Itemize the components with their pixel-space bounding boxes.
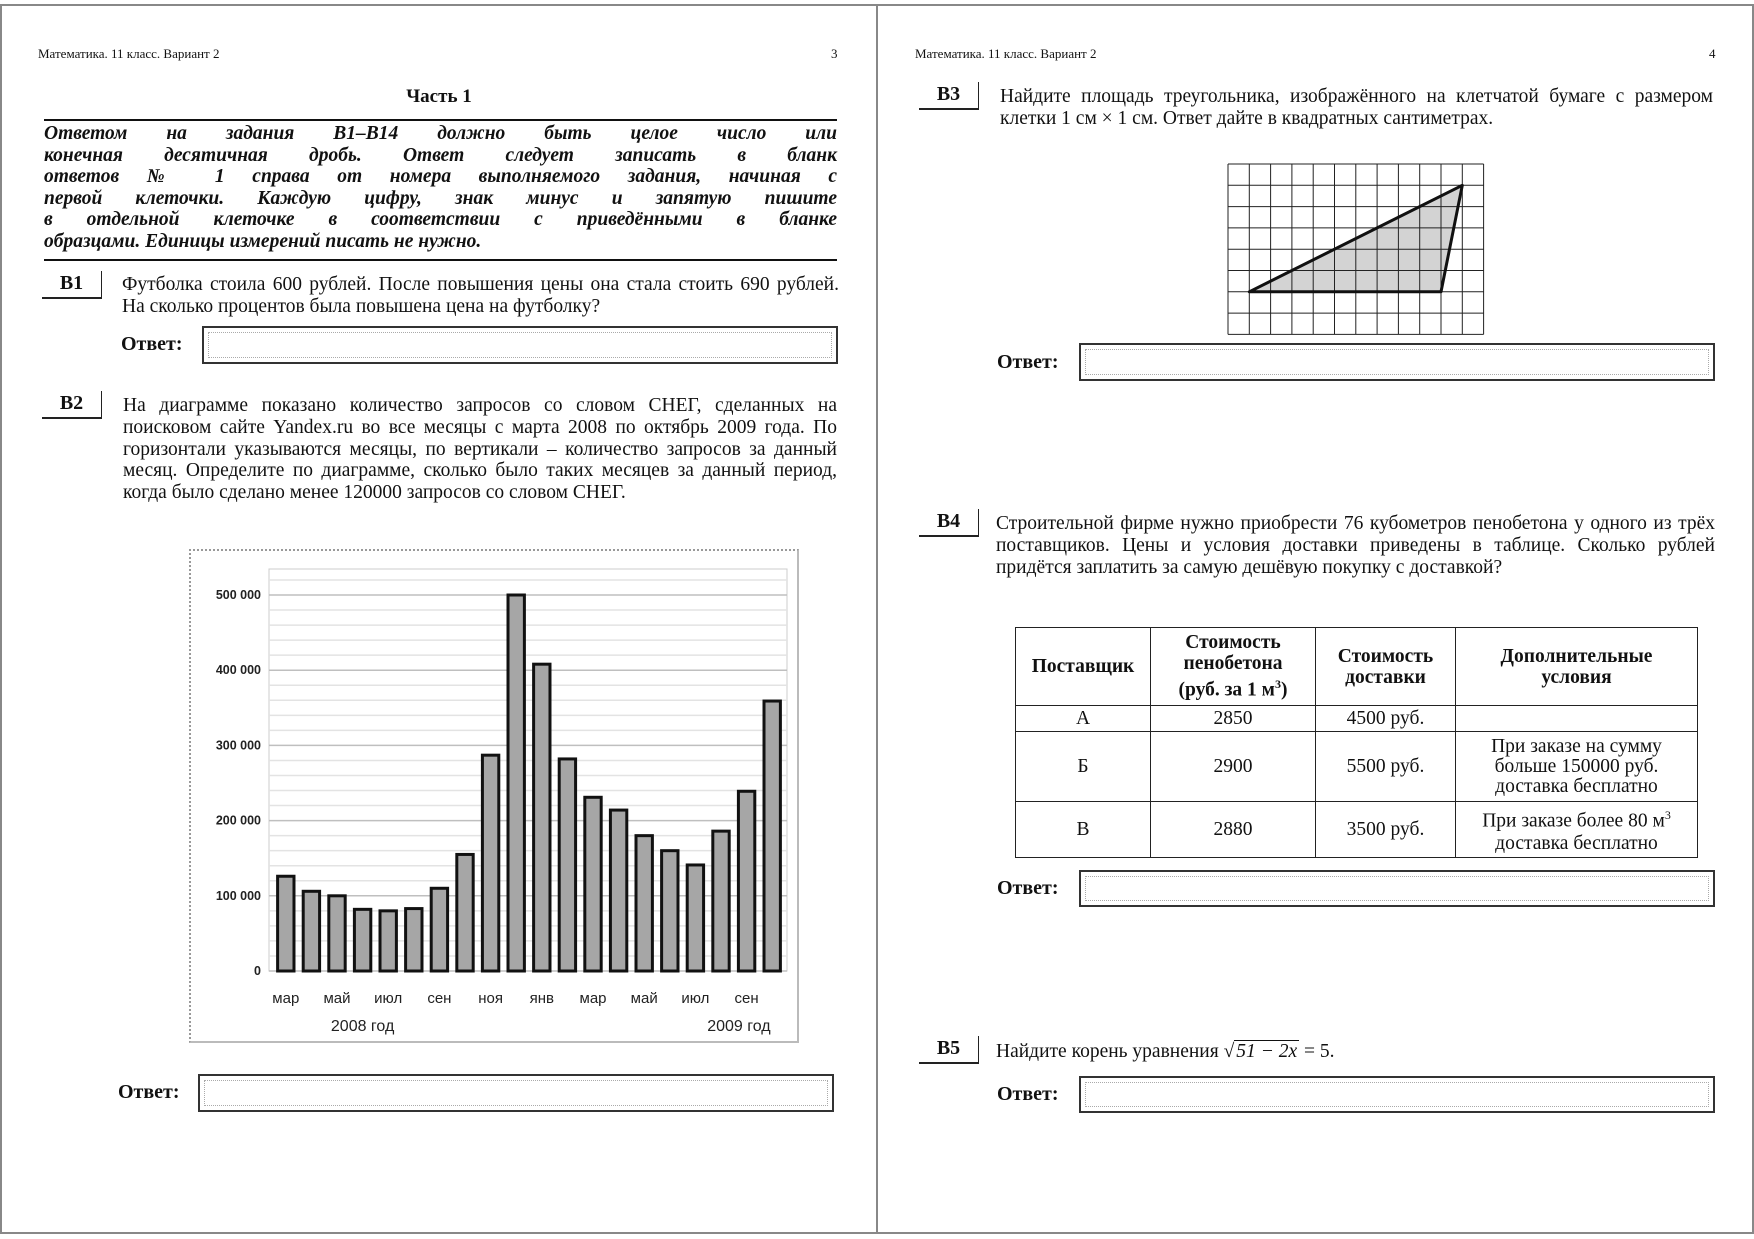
grid-svg [1227,163,1485,335]
cell-price: 2900 [1151,732,1316,802]
page-number: 4 [1709,46,1716,61]
x-tick-label: июл [681,990,710,1007]
instr-line: образцами. Единицы измерений писать не нужно. [44,230,482,252]
cell-delivery: 3500 руб. [1316,802,1456,858]
task-text-b4: Строительной фирме нужно приобрести 76 кубометров пенобетона у одного из трёх поставщиков. Цены и условия доставки приведены в таблице. Сколько рублей придётся заплатить за самую дешёвую покупку с доставкой? [996,513,1715,578]
bar [431,888,447,971]
header-text: ) [1280,679,1288,701]
snow-queries-chart [189,549,799,1043]
answer-label-b5: Ответ: [997,1083,1059,1105]
bar [457,854,473,971]
condition-line: больше 150000 руб. [1494,755,1659,777]
task-tag-b4: B4 [919,509,979,537]
header-line: доставки [1345,666,1426,688]
cell-price: 2880 [1151,802,1316,858]
answer-field-b4[interactable] [1079,870,1715,907]
sqrt-sign-icon: √ [1223,1041,1235,1062]
cell-price: 2850 [1151,706,1316,732]
cell-supplier: Б [1016,732,1151,802]
bar [636,836,652,971]
bar [329,896,345,971]
x-tick-label: мар [579,990,607,1007]
page-number: 3 [831,46,838,61]
condition-line: доставка бесплатно [1495,832,1658,854]
bar [713,831,729,971]
header-line: Стоимость [1185,632,1281,654]
answer-label-b3: Ответ: [997,351,1059,373]
x-tick-label: сен [734,990,759,1007]
condition-line: При заказе на сумму [1491,735,1662,757]
answer-field-b5[interactable] [1079,1076,1715,1113]
header-line: пенобетона [1183,653,1283,675]
table-row [1016,732,1698,802]
cell-conditions [1456,706,1698,732]
equation-prefix: Найдите корень уравнения [996,1041,1224,1062]
task-text-b1: Футболка стоила 600 рублей. После повышения цены она стала стоить 690 рублей. На сколько процентов была повышена цена на футболку? [122,274,839,317]
superscript: 3 [1274,677,1281,692]
x-tick-label: май [323,990,351,1007]
answer-field-b1[interactable] [202,326,838,364]
x-tick-label: ноя [478,990,503,1007]
divider-bottom [44,259,837,261]
chart-plot [191,551,797,1041]
bar [380,911,396,971]
answer-label-b4: Ответ: [997,877,1059,899]
page-header: Математика. 11 класс. Вариант 2 [38,46,220,61]
triangle-grid-figure [1227,163,1485,339]
table-row [1016,706,1698,732]
bar [406,909,422,971]
task-tag-b5: B5 [919,1036,979,1064]
bar [687,865,703,971]
year-label-2009: 2009 год [707,1018,771,1035]
cell-supplier: А [1016,706,1151,732]
header-text: (руб. за 1 м [1178,679,1275,701]
cell-delivery: 4500 руб. [1316,706,1456,732]
header-line: Дополнительные [1500,645,1653,667]
bar [585,797,601,971]
bar [303,891,319,971]
instr-line: первой клеточки. Каждую цифру, знак минус и запятую пишите [44,187,837,209]
bar [559,759,575,971]
bar [278,876,294,971]
divider-top [44,119,837,121]
y-tick-label: 100 000 [215,888,261,903]
suppliers-table [1015,627,1698,858]
y-tick-label: 200 000 [215,813,261,828]
table-header-row [1016,628,1698,706]
year-label-2008: 2008 год [330,1018,395,1035]
x-tick-label: сен [427,990,452,1007]
cell-supplier: В [1016,802,1151,858]
task-tag-b2: B2 [42,391,102,419]
task-tag-b1: B1 [42,271,102,299]
superscript: 3 [1664,808,1671,823]
page-left [0,4,878,1234]
bar [610,810,626,971]
part-title: Часть 1 [406,86,472,107]
instr-line: Ответом на задания В1–В14 должно быть целое число или [44,123,837,144]
task-text-b5 [996,1041,1335,1063]
x-tick-label: июл [374,990,403,1007]
header-line: Стоимость [1337,645,1434,667]
task-text-b3: Найдите площадь треугольника, изображённого на клетчатой бумаге с размером клетки 1 см × 1 см. Ответ дайте в квадратных сантиметрах. [1000,86,1713,129]
task-tag-b3: B3 [919,82,979,110]
condition-line [1458,804,1695,833]
cell-delivery: 5500 руб. [1316,732,1456,802]
col-header-price [1151,628,1316,706]
cell-conditions [1456,732,1698,802]
y-tick-label: 0 [254,964,261,978]
x-tick-label: янв [529,990,554,1007]
bar [354,909,370,971]
x-tick-label: мар [272,990,300,1007]
instr-line: конечная десятичная дробь. Ответ следует записать в бланк [44,144,837,166]
header-line: условия [1541,666,1612,688]
y-tick-label: 400 000 [215,663,261,678]
answer-field-b3[interactable] [1079,343,1715,381]
page-header: Математика. 11 класс. Вариант 2 [915,46,1097,61]
task-text-b2: На диаграмме показано количество запросов со словом СНЕГ, сделанных на поисковом сайте Yandex.ru во все месяцы с марта 2008 по октябрь 2009 года. По горизонтали указываются месяцы, по вертикали – количество запросов за данный месяц. Определите по диаграмме, сколько было таких месяцев за данный период, когда было сделано менее 120000 запросов со словом СНЕГ. [123,395,837,504]
bar [534,664,550,971]
answer-label-b1: Ответ: [121,333,183,355]
cell-conditions [1456,802,1698,858]
answer-label-b2: Ответ: [118,1081,180,1103]
x-tick-label: май [630,990,658,1007]
instructions [44,123,837,252]
col-header-supplier: Поставщик [1016,628,1151,706]
condition-text: При заказе более 80 м [1482,810,1665,832]
instr-line: ответов № 1 справа от номера выполняемого задания, начиная с [44,166,837,187]
col-header-delivery [1316,628,1456,706]
answer-field-b2[interactable] [198,1074,834,1112]
col-header-conditions [1456,628,1698,706]
instr-line: в отдельной клеточке в соответствии с приведёнными в бланке [44,209,837,230]
page-right [876,4,1754,1234]
y-tick-label: 300 000 [215,738,261,753]
bar [482,755,498,971]
bar [508,595,524,971]
equation-suffix: = 5. [1299,1041,1335,1062]
y-tick-label: 500 000 [215,588,261,602]
bar [738,791,754,971]
bar [662,851,678,971]
equation-radicand: 51 − 2x [1236,1041,1298,1062]
table-row [1016,802,1698,858]
header-line [1153,674,1313,701]
condition-line: доставка бесплатно [1495,775,1658,797]
bar [764,701,780,971]
